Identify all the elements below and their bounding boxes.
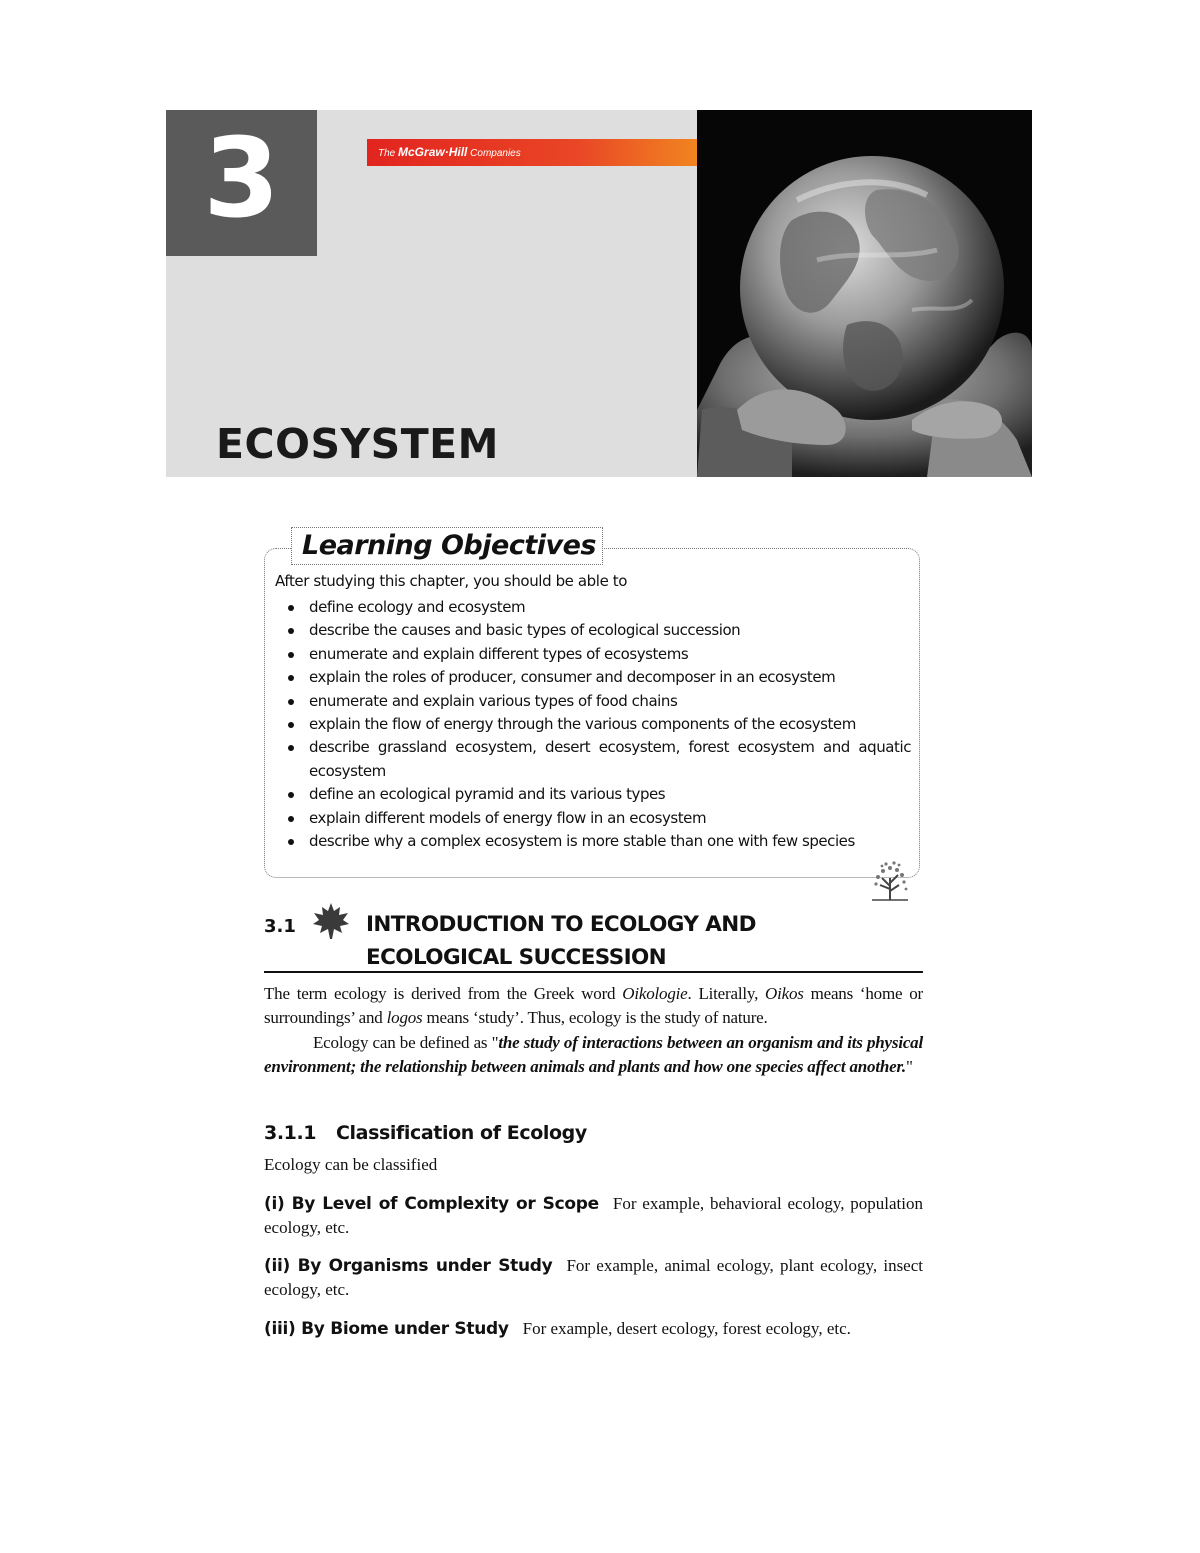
definition-paragraph <box>264 1031 923 1079</box>
section-title-line-1: INTRODUCTION TO ECOLOGY AND <box>366 912 756 937</box>
earth-in-hands-image <box>697 110 1032 477</box>
subsection-number: 3.1.1 <box>264 1122 317 1144</box>
learning-objectives-intro: After studying this chapter, you should be able to <box>275 572 628 590</box>
publisher-name: McGraw·Hill <box>398 145 468 159</box>
definition-quote: the study of interactions between an organism and its physical environment; the relationship between animals and plants and how one species affect another. <box>264 1033 924 1076</box>
publisher-prefix: The <box>378 148 396 159</box>
publisher-logo <box>378 145 521 159</box>
list-item: define ecology and ecosystem <box>287 596 911 619</box>
chapter-number-box <box>166 110 317 256</box>
subsection-heading <box>264 1122 587 1144</box>
earth-in-hands-photo <box>697 110 1032 477</box>
classification-text: For example, animal ecology, plant ecology, insect ecology, etc. <box>264 1256 923 1299</box>
list-item: explain the flow of energy through the various components of the ecosystem <box>287 713 911 736</box>
text-run-italic: Oikos <box>765 984 804 1003</box>
chapter-title: ECOSYSTEM <box>216 420 499 468</box>
classification-text: For example, behavioral ecology, population ecology, etc. <box>264 1194 923 1237</box>
maple-leaf-icon <box>311 901 351 941</box>
text-run: " <box>906 1057 913 1076</box>
learning-objectives-title: Learning Objectives <box>302 530 596 561</box>
learning-objectives-title-frame <box>291 527 603 565</box>
classification-intro: Ecology can be classified <box>264 1155 438 1174</box>
text-run: Ecology can be defined as " <box>313 1033 499 1052</box>
intro-paragraph <box>264 982 923 1030</box>
text-run: The term ecology is derived from the Greek word <box>264 984 623 1003</box>
list-item: define an ecological pyramid and its various types <box>287 783 911 806</box>
section-title <box>366 908 886 974</box>
text-run: . Literally, <box>687 984 766 1003</box>
chapter-banner <box>166 110 1032 477</box>
list-item: describe grassland ecosystem, desert ecosystem, forest ecosystem and aquatic ecosystem <box>287 736 911 783</box>
list-item: explain the roles of producer, consumer and decomposer in an ecosystem <box>287 666 911 689</box>
section-title-line-2: ECOLOGICAL SUCCESSION <box>366 945 667 970</box>
text-run-italic: logos <box>386 1008 423 1027</box>
list-item: explain different models of energy flow in an ecosystem <box>287 807 911 830</box>
learning-objectives-list <box>287 596 911 853</box>
section-divider <box>264 971 923 973</box>
classification-label: (ii) By Organisms under Study <box>264 1256 553 1276</box>
subsection-title: Classification of Ecology <box>336 1122 587 1144</box>
classification-label: (i) By Level of Complexity or Scope <box>264 1194 599 1214</box>
list-item: enumerate and explain various types of food chains <box>287 690 911 713</box>
text-run: means ‘home or surroundings’ and <box>264 984 923 1027</box>
classification-text: For example, desert ecology, forest ecology, etc. <box>522 1319 851 1338</box>
tree-icon <box>866 856 914 904</box>
text-run: means ‘study’. Thus, ecology is the study of nature. <box>422 1008 768 1027</box>
classification-item <box>264 1192 923 1240</box>
chapter-number: 3 <box>203 114 280 242</box>
classification-item <box>264 1254 923 1302</box>
list-item: enumerate and explain different types of ecosystems <box>287 643 911 666</box>
classification-label: (iii) By Biome under Study <box>264 1319 509 1339</box>
text-run-italic: Oikologie <box>622 984 688 1003</box>
publisher-suffix: Companies <box>470 148 521 159</box>
section-number: 3.1 <box>264 916 296 937</box>
list-item: describe why a complex ecosystem is more stable than one with few species <box>287 830 911 853</box>
list-item: describe the causes and basic types of ecological succession <box>287 619 911 642</box>
classification-item <box>264 1317 923 1341</box>
